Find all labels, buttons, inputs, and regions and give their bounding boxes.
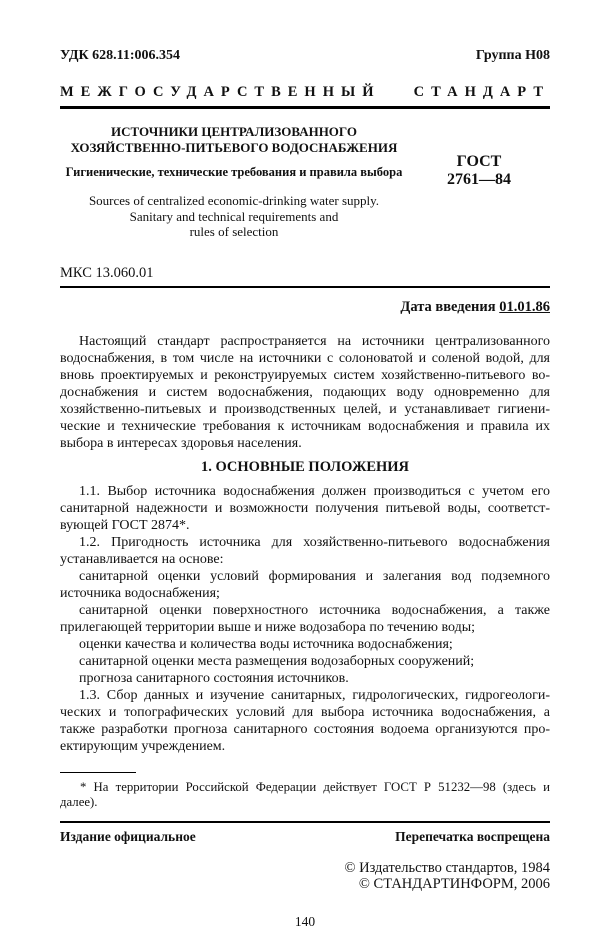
list-item bbox=[60, 568, 550, 602]
document-title-en bbox=[60, 193, 408, 240]
footnote-separator bbox=[60, 772, 136, 773]
date-label: Дата введения bbox=[400, 298, 500, 315]
copyright-block bbox=[60, 860, 550, 893]
list-item bbox=[60, 636, 550, 653]
text-line: санитарной оценки поверхностного источника водоснабжения, а также bbox=[79, 602, 550, 618]
footer-rule bbox=[60, 821, 550, 823]
date-value: 01.01.86 bbox=[499, 298, 550, 315]
text-line: также разработки прогноза санитарного состояния водоема организуются про- bbox=[60, 721, 550, 737]
text-line: 1.1. Выбор источника водоснабжения должен производиться с учетом его bbox=[79, 483, 550, 499]
text-line: ектирующим учреждением. bbox=[60, 738, 226, 754]
title-ru-line2: ХОЗЯЙСТВЕННО-ПИТЬЕВОГО ВОДОСНАБЖЕНИЯ bbox=[70, 139, 398, 155]
official-edition-label: Издание официальное bbox=[60, 828, 196, 844]
group-code: Группа Н08 bbox=[475, 48, 550, 63]
list-item bbox=[60, 670, 550, 687]
text-line: устанавливается на основе: bbox=[60, 551, 224, 567]
copyright-line-1984: © Издательство стандартов, 1984 bbox=[344, 859, 550, 876]
text-line: доснабжения и систем водоснабжения, подающих воду одновременно для bbox=[60, 384, 550, 400]
text-line: 1.2. Пригодность источника для хозяйственно-питьевого водоснабжения bbox=[79, 534, 550, 550]
paragraph-1-2 bbox=[60, 534, 550, 568]
text-line: 1.3. Сбор данных и изучение санитарных, гидрологических, гидрогеологи- bbox=[79, 687, 550, 703]
title-ru-line1: ИСТОЧНИКИ ЦЕНТРАЛИЗОВАННОГО bbox=[111, 124, 357, 139]
title-left-column bbox=[60, 124, 408, 240]
gost-number: 2761—84 bbox=[447, 170, 511, 188]
paragraph-1-1 bbox=[60, 483, 550, 534]
text-line: санитарной надежности и возможности получения питьевой воды, соответст- bbox=[60, 500, 550, 516]
standard-type-word1: МЕЖГОСУДАРСТВЕННЫЙ bbox=[60, 84, 381, 100]
footer-labels bbox=[60, 829, 550, 845]
standard-type-word2: СТАНДАРТ bbox=[413, 84, 550, 100]
document-subtitle-ru: Гигиенические, технические требования и правила выбора bbox=[65, 165, 403, 179]
text-line: прилегающей территории выше и ниже водозабора по течению воды; bbox=[60, 619, 476, 635]
document-title-ru bbox=[60, 124, 408, 155]
page-number: 140 bbox=[294, 913, 316, 929]
section-1-heading: 1. ОСНОВНЫЕ ПОЛОЖЕНИЯ bbox=[200, 458, 410, 475]
text-line: санитарной оценки места размещения водозаборных сооружений; bbox=[79, 653, 475, 669]
gost-label: ГОСТ bbox=[456, 153, 502, 170]
document-body bbox=[60, 333, 550, 755]
text-line: вновь проектируемых и реконструируемых систем хозяйственно-питьевого во- bbox=[60, 367, 550, 383]
text-line: rules of selection bbox=[189, 224, 279, 239]
text-line: водоснабжения, в том числе на источники с солоноватой и соленой водой, для bbox=[60, 350, 550, 366]
text-line: вующей ГОСТ 2874*. bbox=[60, 517, 190, 533]
text-line: выбора в интересах здоровья населения. bbox=[60, 435, 302, 451]
standard-type-banner bbox=[60, 84, 550, 109]
text-line: ческие и технические требования к источникам водоснабжения и правила их bbox=[60, 418, 550, 434]
text-line: * На территории Российской Федерации действует ГОСТ Р 51232—98 (здесь и далее). bbox=[60, 779, 550, 809]
udk-code: УДК 628.11:006.354 bbox=[60, 48, 181, 63]
intro-paragraph bbox=[60, 333, 550, 452]
paragraph-1-3 bbox=[60, 687, 550, 755]
text-line: Sanitary and technical requirements and bbox=[129, 208, 339, 224]
introduction-date-row bbox=[60, 299, 550, 316]
copyright-line-2006: © СТАНДАРТИНФОРМ, 2006 bbox=[358, 876, 550, 892]
text-line: хозяйственно-питьевых и производственных целей, и устанавливает гигиени- bbox=[60, 401, 550, 417]
text-line: оценки качества и количества воды источника водоснабжения; bbox=[79, 636, 453, 652]
title-block bbox=[60, 124, 550, 240]
list-item bbox=[60, 653, 550, 670]
gost-number-block bbox=[408, 153, 550, 240]
udk-row bbox=[60, 48, 550, 64]
reprint-forbidden-label: Перепечатка воспрещена bbox=[395, 828, 550, 844]
text-line: Sources of centralized economic-drinking water supply. bbox=[88, 193, 380, 208]
footnote bbox=[60, 780, 550, 810]
text-line: санитарной оценки условий формирования и залегания вод подземного bbox=[79, 568, 550, 584]
text-line: прогноза санитарного состояния источников. bbox=[79, 670, 349, 686]
text-line: источника водоснабжения; bbox=[60, 585, 220, 601]
text-line: ческих и топографических условий для выбора источника водоснабжения, а bbox=[60, 704, 550, 720]
text-line: Настоящий стандарт распространяется на источники централизованного bbox=[79, 333, 550, 349]
mks-classification: МКС 13.060.01 bbox=[60, 265, 550, 288]
list-item bbox=[60, 602, 550, 636]
